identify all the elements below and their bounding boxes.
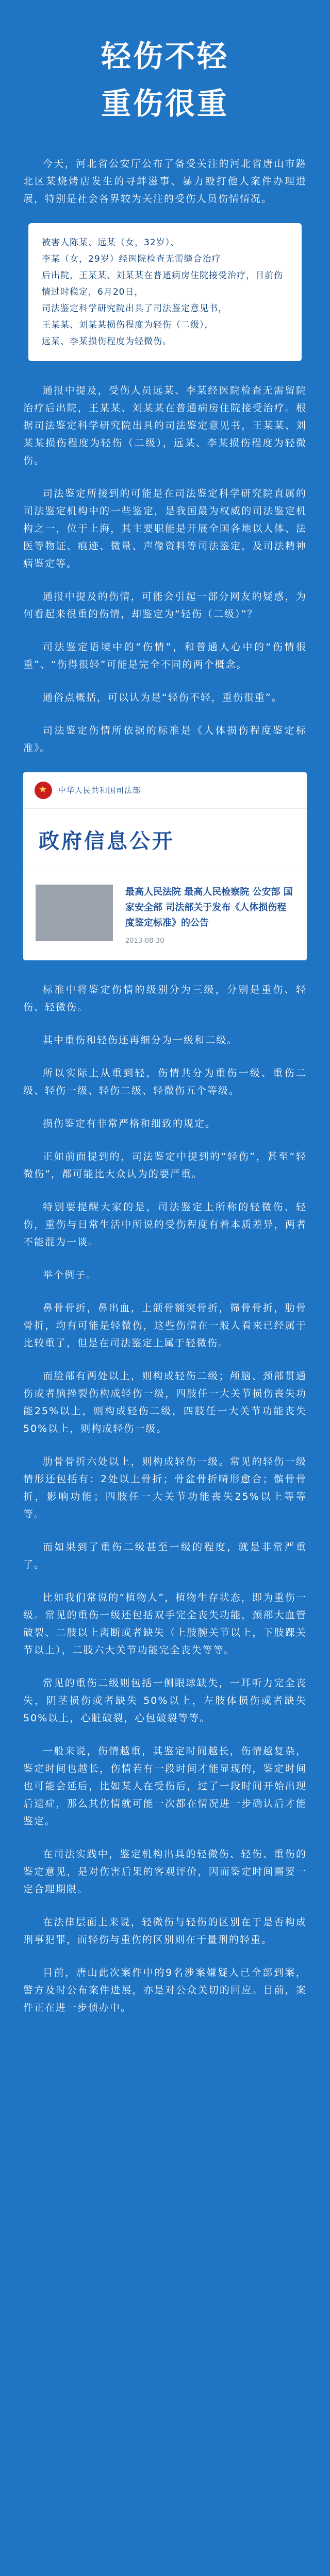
injury-info-card [28, 223, 302, 361]
body-paragraph: 举个例子。 [43, 1269, 97, 1281]
body-paragraph: 损伤鉴定有非常严格和细致的规定。 [43, 1117, 217, 1129]
body-paragraph: 司法鉴定所接到的可能是在司法鉴定科学研究院直属的司法鉴定机构中的一些鉴定，是我国最为权威的司法鉴定机构之一，位于上海，其主要职能是开展全国各地以人体、法医等物证、痕迹、微量、声像资料等司法鉴定，及司法精神病鉴定等。 [23, 487, 307, 569]
notice-thumbnail [36, 885, 113, 941]
body-paragraph: 所以实际上从重到轻，伤情共分为重伤一级、重伤二级、轻伤一级、轻伤二级、轻微伤五个等级。 [23, 1067, 307, 1096]
gov-site-header [23, 772, 307, 809]
gov-info-screenshot [23, 772, 307, 960]
body-paragraph: 在法律层面上来说，轻微伤与轻伤的区别在于是否构成刑事犯罪，而轻伤与重伤的区别则在于量刑的轻重。 [23, 1916, 307, 1945]
body-paragraph: 正如前面提到的，司法鉴定中提到的“轻伤”，甚至“轻微伤”，都可能比大众认为的要严重。 [23, 1150, 307, 1180]
gov-notice-item [23, 871, 307, 960]
body-paragraph: 而如果到了重伤二级甚至一级的程度，就是非常严重了。 [23, 1541, 307, 1570]
body-paragraph: 司法鉴定语境中的“伤情”，和普通人心中的“伤情很重”、“伤得很轻”可能是完全不同的两个概念。 [23, 641, 307, 670]
notice-date: 2013-08-30 [125, 937, 164, 945]
body-paragraph: 肋骨骨折六处以上，则构成轻伤一级。常见的轻伤一级情形还包括有：2处以上骨折；骨盆骨折畸形愈合；髌骨骨折，影响功能；四肢任一大关节功能丧失25%以上等等等。 [23, 1455, 307, 1520]
card-line: 被害人陈某、远某（女，32岁）、 [42, 237, 180, 248]
article-content [0, 155, 330, 2016]
article-header [0, 0, 330, 124]
gov-info-banner [23, 809, 307, 871]
card-line: 后出院，王某某、刘某某在普通病房住院接受治疗，目前伤情过时稳定，6月20日， [42, 270, 283, 297]
body-paragraph: 通报中提及的伤情，可能会引起一部分网友的疑惑，为何看起来很重的伤情，却鉴定为“轻伤（二级）”？ [23, 590, 307, 620]
body-paragraph: 一般来说，伤情越重，其鉴定时间越长，伤情越复杂，鉴定时间也越长，伤情若有一段时间才能显现的，鉴定时间也可能会延后，比如某人在受伤后，过了一段时间开始出现后遗症，那么其伤情就可能一次都在情况进一步确认后才能鉴定。 [23, 1745, 307, 1827]
body-paragraph: 标准中将鉴定伤情的级别分为三级，分别是重伤、轻伤、轻微伤。 [23, 984, 307, 1013]
title-line-2: 重伤很重 [101, 86, 229, 122]
body-paragraph: 特别要提醒大家的是，司法鉴定上所称的轻微伤、轻伤，重伤与日常生活中所说的受伤程度有着本质差异，两者不能混为一谈。 [23, 1201, 307, 1248]
card-line: 王某某、刘某某损伤程度为轻伤（二级）， [42, 319, 214, 330]
body-paragraph: 司法鉴定伤情所依据的标准是《人体损伤程度鉴定标准》。 [23, 724, 307, 754]
body-paragraph: 目前，唐山此次案件中的9名涉案嫌疑人已全部到案，警方及时公布案件进展，亦是对公众关切的回应。目前，案件正在进一步侦办中。 [23, 1967, 307, 2013]
gov-site-name: 中华人民共和国司法部 [58, 786, 141, 795]
card-line: 司法鉴定科学研究院出具了司法鉴定意见书， [42, 303, 227, 314]
body-paragraph: 比如我们常说的“植物人”，植物生存状态，即为重伤一级。常见的重伤一级还包括双手完全丧失功能，颈部大血管破裂、二肢以上离断或者缺失（上肢腕关节以上，下肢踝关节以上），二肢六大关节功能完全丧失等等。 [23, 1591, 307, 1656]
body-paragraph: 鼻骨骨折，鼻出血，上颌骨额突骨折，筛骨骨折，肋骨骨折，均有可能是轻微伤，这些伤情在一般人看来已经属于比较重了，但是在司法鉴定上属于轻微伤。 [23, 1302, 307, 1349]
body-paragraph: 通报中提及，受伤人员远某、李某经医院检查无需留院治疗后出院，王某某、刘某某在普通病房住院接受治疗。根据司法鉴定科学研究院出具的司法鉴定意见书，王某某、刘某某损伤程度为轻伤（二级），远某、李某损伤程度为轻微伤。 [23, 384, 307, 466]
title-line-1: 轻伤不轻 [101, 39, 229, 74]
gov-info-banner-title: 政府信息公开 [39, 829, 175, 854]
notice-headline: 最高人民法院 最高人民检察院 公安部 国家安全部 司法部关于发布《人体损伤程度鉴定标准》的公告 [125, 886, 293, 928]
national-emblem-icon [35, 782, 52, 799]
card-line: 李某（女，29岁）经医院检查无需缝合治疗 [42, 253, 221, 264]
body-paragraph: 在司法实践中，鉴定机构出具的轻微伤、轻伤、重伤的鉴定意见，是对伤害后果的客观评价，因而鉴定时间需要一定合理期限。 [23, 1848, 307, 1895]
card-line: 远某、李某损伤程度为轻微伤。 [42, 336, 172, 347]
body-paragraph: 其中重伤和轻伤还再细分为一级和二级。 [43, 1034, 238, 1046]
intro-paragraph: 今天，河北省公安厅公布了备受关注的河北省唐山市路北区某烧烤店发生的寻衅滋事、暴力殴打他人案件办理进展，特别是社会各界较为关注的受伤人员伤情情况。 [23, 158, 307, 205]
body-paragraph: 常见的重伤二级则包括一侧眼球缺失，一耳听力完全丧失，阴茎损伤或者缺失 50%以上，左肢体损伤或者缺失50%以上，心脏破裂，心包破裂等等。 [23, 1677, 307, 1724]
body-paragraph: 通俗点概括，可以认为是“轻伤不轻，重伤很重”。 [43, 691, 283, 703]
body-paragraph: 而脸部有两处以上，则构成轻伤二级；颅脑、颈部贯通伤或者脑挫裂伤构成轻伤一级，四肢任一大关节损伤丧失功能25%以上，则构成轻伤二级，四肢任一大关节功能丧失50%以上，则构成轻伤一级。 [23, 1370, 307, 1434]
